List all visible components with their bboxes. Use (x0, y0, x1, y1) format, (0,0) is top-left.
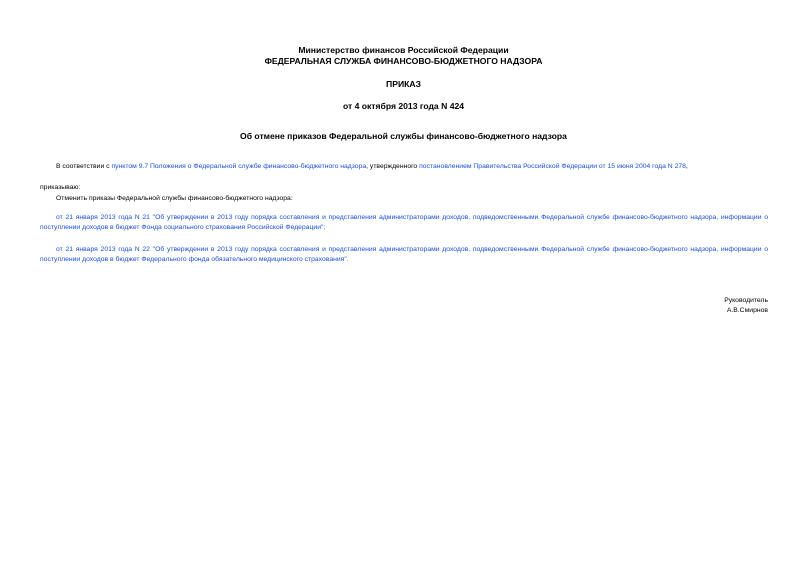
paragraph-order: приказываю: (40, 184, 81, 191)
signatory-position: Руководитель (724, 297, 768, 304)
signatory-name: А.В.Смирнов (726, 307, 768, 314)
paragraph-basis (40, 162, 768, 172)
basis-middle: , утвержденного (366, 163, 420, 170)
document-type: ПРИКАЗ (386, 79, 421, 89)
document-date-number: от 4 октября 2013 года N 424 (342, 101, 465, 111)
basis-prefix: В соответствии с (56, 163, 112, 170)
government-decree-link[interactable]: постановлением Правительства Российской Федерации от 15 июня 2004 года N 278 (419, 163, 686, 170)
cancelled-order-22: от 21 января 2013 года N 22 "Об утверждении в 2013 году порядка составления и представления администраторами доходов, подведомственными Федеральной службе финансово-бюджетного надзора, информации о поступлении доходов в бюджет Федерального фонда обязательного медицинского страхования". (40, 246, 768, 263)
document-title: Об отмене приказов Федеральной службы финансово-бюджетного надзора (240, 131, 567, 141)
regulation-link[interactable]: пунктом 9.7 Положения о Федеральной службе финансово-бюджетного надзора (111, 163, 367, 170)
signature-block (724, 296, 768, 316)
service-name: ФЕДЕРАЛЬНАЯ СЛУЖБА ФИНАНСОВО-БЮДЖЕТНОГО НАДЗОРА (264, 56, 543, 66)
basis-suffix: , (685, 163, 688, 170)
paragraph-cancel: Отменить приказы Федеральной службы финансово-бюджетного надзора: (56, 195, 293, 202)
cancelled-order-21: от 21 января 2013 года N 21 "Об утверждении в 2013 году порядка составления и представления администраторами доходов, подведомственными Федеральной службе финансово-бюджетного надзора, информации о поступлении доходов в бюджет Фонда социального страхования Российской Федерации"; (40, 214, 768, 231)
ministry-name: Министерство финансов Российской Федерации (298, 45, 509, 55)
document-header (0, 45, 807, 67)
